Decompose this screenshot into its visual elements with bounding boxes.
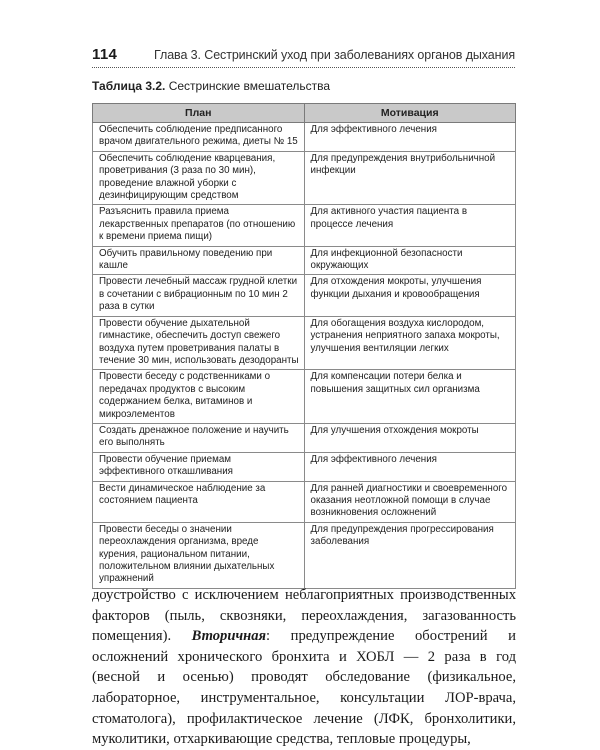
table-row bbox=[93, 151, 516, 205]
plan-cell: Провести беседу с родственниками о передачах продуктов с высоким содержанием белка, витаминов и микроэлементов bbox=[93, 370, 305, 424]
table-row bbox=[93, 481, 516, 522]
table-header-row bbox=[93, 104, 516, 123]
table-body bbox=[93, 123, 516, 589]
plan-cell: Обеспечить соблюдение кварцевания, проветривания (3 раза по 30 мин), проведение влажной уборки с дезинфицирующим средством bbox=[93, 151, 305, 205]
column-header-plan: План bbox=[93, 104, 305, 123]
motivation-cell: Для улучшения отхождения мокроты bbox=[304, 423, 516, 452]
plan-cell: Обучить правильному поведению при кашле bbox=[93, 246, 305, 275]
motivation-cell: Для обогащения воздуха кислородом, устранения неприятного запаха мокроты, улучшения вентиляции легких bbox=[304, 316, 516, 370]
body-term-secondary: Вторичная bbox=[191, 628, 267, 645]
table-row bbox=[93, 275, 516, 316]
table-row bbox=[93, 370, 516, 424]
page-number: 114 bbox=[92, 46, 118, 63]
plan-cell: Провести беседы о значении переохлаждения организма, вреде курения, рациональном питании, положительном влиянии дыхательных упражнений bbox=[93, 522, 305, 588]
motivation-cell: Для ранней диагностики и своевременного оказания неотложной помощи в случае возникновения осложнений bbox=[304, 481, 516, 522]
motivation-cell: Для активного участия пациента в процессе лечения bbox=[304, 205, 516, 246]
plan-cell: Провести обучение дыхательной гимнастике, обеспечить доступ свежего воздуха путем проветривания палаты в течение 30 мин, использовать дезодоранты bbox=[93, 316, 305, 370]
table-row bbox=[93, 423, 516, 452]
plan-cell: Разъяснить правила приема лекарственных препаратов (по отношению к времени приема пищи) bbox=[93, 205, 305, 246]
plan-cell: Вести динамическое наблюдение за состоянием пациента bbox=[93, 481, 305, 522]
body-text bbox=[92, 585, 516, 750]
plan-cell: Провести лечебный массаж грудной клетки в сочетании с вибрационным по 10 мин 2 раза в сутки bbox=[93, 275, 305, 316]
plan-cell: Обеспечить соблюдение предписанного врачом двигательного режима, диеты № 15 bbox=[93, 123, 305, 152]
table-row bbox=[93, 522, 516, 588]
motivation-cell: Для эффективного лечения bbox=[304, 123, 516, 152]
body-paragraph-rest: : предупреждение обострений и осложнений хронического бронхита и ХОБЛ — 2 раза в год (весной и осенью) проводят обследование (физикальное, лабораторное, инструментальное, консультации ЛОР-врача, стоматолога), профилактическое лечение (ЛФК, бронхолитики, муколитики, отхаркивающие средства, тепловые процедуры, bbox=[92, 628, 516, 748]
page-header bbox=[92, 46, 515, 63]
table-caption bbox=[92, 79, 330, 93]
column-header-motivation: Мотивация bbox=[304, 104, 516, 123]
motivation-cell: Для предупреждения внутрибольничной инфекции bbox=[304, 151, 516, 205]
table-caption-label: Таблица 3.2. bbox=[92, 79, 166, 93]
interventions-table-wrapper bbox=[92, 103, 516, 589]
running-title: Глава 3. Сестринский уход при заболеваниях органов дыхания bbox=[154, 48, 515, 62]
table-row bbox=[93, 123, 516, 152]
body-paragraph-start: доустройство с исключением неблагоприятных производственных факторов (пыль, сквозняки, переохлаждения, загазованность помещения). bbox=[92, 587, 516, 645]
table-row bbox=[93, 246, 516, 275]
table-row bbox=[93, 205, 516, 246]
table-row bbox=[93, 316, 516, 370]
motivation-cell: Для отхождения мокроты, улучшения функции дыхания и кровообращения bbox=[304, 275, 516, 316]
header-divider bbox=[92, 67, 515, 68]
motivation-cell: Для эффективного лечения bbox=[304, 452, 516, 481]
table-row bbox=[93, 452, 516, 481]
motivation-cell: Для компенсации потери белка и повышения защитных сил организма bbox=[304, 370, 516, 424]
table-caption-title: Сестринские вмешательства bbox=[168, 79, 331, 93]
motivation-cell: Для предупреждения прогрессирования заболевания bbox=[304, 522, 516, 588]
plan-cell: Провести обучение приемам эффективного откашливания bbox=[93, 452, 305, 481]
interventions-table bbox=[92, 103, 516, 589]
plan-cell: Создать дренажное положение и научить его выполнять bbox=[93, 423, 305, 452]
motivation-cell: Для инфекционной безопасности окружающих bbox=[304, 246, 516, 275]
